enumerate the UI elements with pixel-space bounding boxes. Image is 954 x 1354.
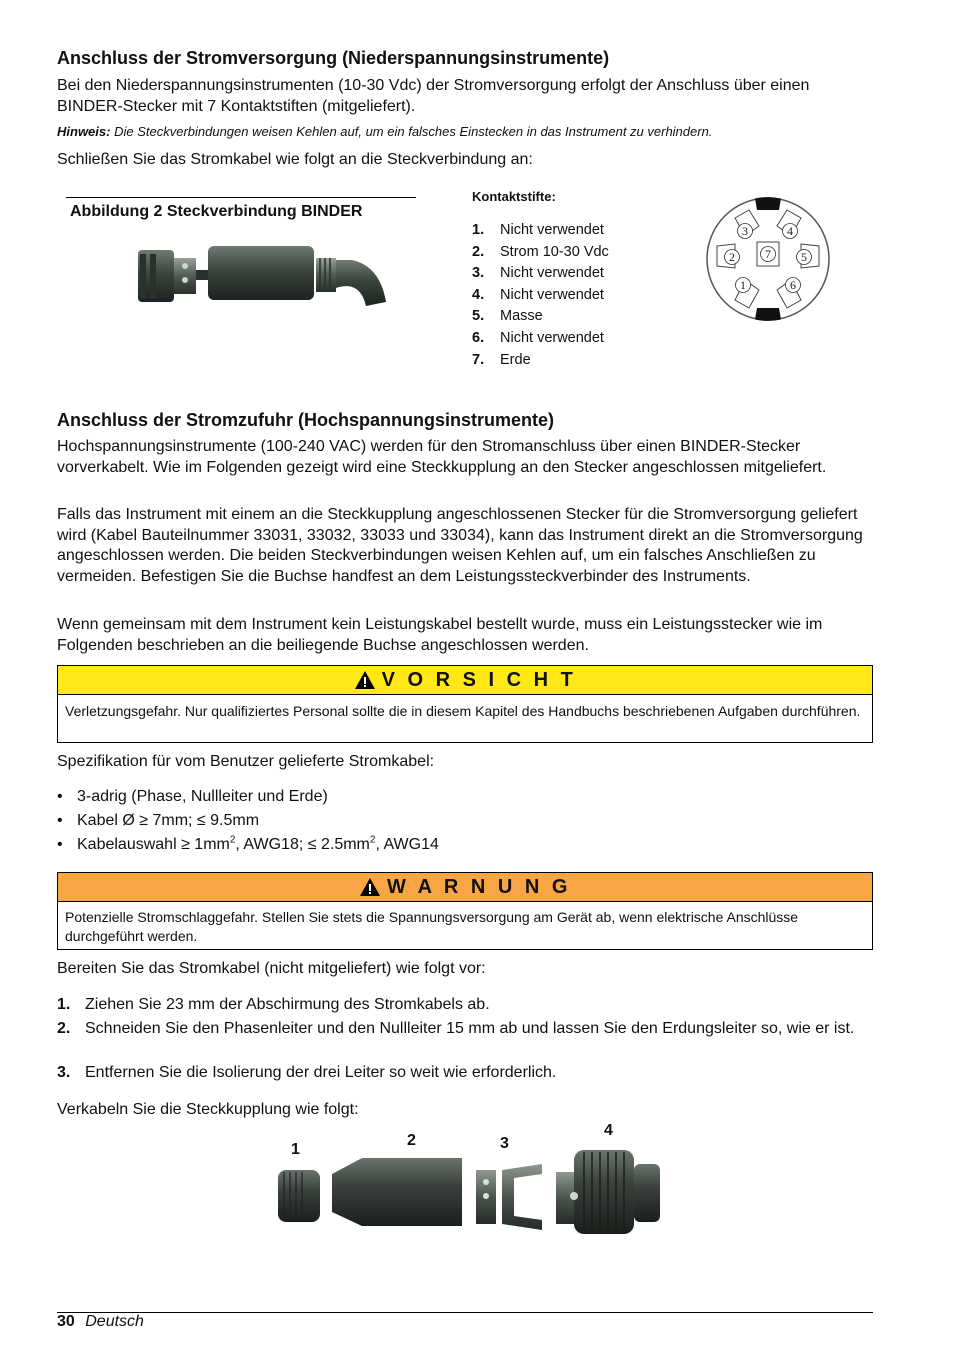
step-number: 3. — [57, 1064, 71, 1081]
figure-rule — [66, 197, 416, 198]
figure-title: Abbildung 2 Steckverbindung BINDER — [70, 203, 363, 220]
pin-label: Nicht verwendet — [500, 222, 604, 238]
section-heading-high-voltage: Anschluss der Stromzufuhr (Hochspannungsinstrumente) — [57, 410, 555, 430]
part-callout: 2 — [407, 1132, 416, 1149]
warning-triangle-icon — [359, 877, 381, 897]
pin-diagram-label: 3 — [742, 224, 748, 238]
wiring-intro: Verkabeln Sie die Steckkupplung wie folgt: — [57, 1101, 359, 1118]
warning-triangle-icon — [354, 670, 376, 690]
paragraph-high-voltage-no-cable: Wenn gemeinsam mit dem Instrument kein Leistungskabel bestellt wurde, muss ein Leistungsstecker wie im Folgenden beschrieben an die beiliegende Buchse angeschlossen werden. — [57, 616, 823, 654]
pin-number: 5. — [472, 308, 485, 324]
warning-header — [58, 873, 872, 902]
page-number: 30 — [57, 1313, 75, 1330]
prep-intro: Bereiten Sie das Stromkabel (nicht mitgeliefert) wie folgt vor: — [57, 960, 486, 977]
coupling-parts-image — [270, 1140, 670, 1240]
pin-diagram-label: 4 — [787, 224, 793, 238]
pin-diagram-label: 5 — [801, 250, 807, 264]
footer — [57, 1313, 144, 1331]
bullet-marker: • — [57, 788, 63, 805]
paragraph-high-voltage-intro: Hochspannungsinstrumente (100-240 VAC) werden für den Stromanschluss über einen BINDER-Stecker vorverkabelt. Wie im Folgenden gezeigt wird eine Steckkupplung an den Stecker angeschlossen mitgeliefert. — [57, 438, 827, 476]
paragraph-connect-instructions: Schließen Sie das Stromkabel wie folgt an die Steckverbindung an: — [57, 151, 533, 168]
warning-box — [57, 872, 873, 950]
spec-item-text: Kabelauswahl ≥ $1mm^2$, AWG18; ≤ $2.5mm^2$, AWG14 — [77, 834, 439, 853]
pin-diagram-label: 2 — [729, 250, 735, 264]
pin-label: Nicht verwendet — [500, 287, 604, 303]
note-label: Hinweis: — [57, 124, 111, 139]
binder-connector-image — [130, 236, 390, 314]
step-text: Ziehen Sie 23 mm der Abschirmung des Stromkabels ab. — [85, 996, 490, 1013]
pin-number: 1. — [472, 222, 485, 238]
part-callout: 4 — [604, 1122, 613, 1139]
pin-number: 6. — [472, 330, 485, 346]
spec-item-text: Kabel Ø ≥ 7mm; ≤ 9.5mm — [77, 812, 260, 829]
bullet-marker: • — [57, 836, 63, 853]
pins-title: Kontaktstifte: — [472, 189, 556, 204]
bullet-marker: • — [57, 812, 63, 829]
pin-label: Nicht verwendet — [500, 330, 604, 346]
step-text: Entfernen Sie die Isolierung der drei Leiter so weit wie erforderlich. — [85, 1064, 557, 1081]
pin-number: 7. — [472, 352, 485, 368]
spec-item-text: 3-adrig (Phase, Nullleiter und Erde) — [77, 788, 328, 805]
paragraph-high-voltage-details: Falls das Instrument mit einem an die Steckkupplung angeschlossenen Stecker für die Stromversorgung geliefert wird (Kabel Bauteilnummer 33031, 33032, 33033 und 33034), kann das Instrument direkt an die Stromversorgung angeschlossen werden. Die beiden Steckverbindungen weisen Kehlen auf, um ein falsches Anschließen zu vermeiden. Befestigen Sie die Buchse handfest an dem Leistungssteckverbinder des Instruments. — [57, 506, 863, 585]
pin-label: Masse — [500, 308, 543, 324]
pin-label: Strom 10-30 Vdc — [500, 244, 609, 260]
pin-number: 4. — [472, 287, 485, 303]
warning-text: Potenzielle Stromschlaggefahr. Stellen Sie stets die Spannungsversorgung am Gerät ab, wenn elektrische Anschlüsse durchgeführt werden. — [65, 909, 799, 944]
note-text: Die Steckverbindungen weisen Kehlen auf, um ein falsches Einstecken in das Instrument zu verhindern. — [110, 124, 713, 139]
pin-diagram-label: 1 — [740, 278, 746, 292]
paragraph-low-voltage-intro: Bei den Niederspannungsinstrumenten (10-30 Vdc) der Stromversorgung erfolgt der Anschluss über einen BINDER-Stecker mit 7 Kontaktstiften (mitgeliefert). — [57, 77, 810, 115]
part-callout: 3 — [500, 1135, 509, 1152]
pin-label: Nicht verwendet — [500, 265, 604, 281]
pin-diagram-label: 6 — [790, 278, 796, 292]
caution-text: Verletzungsgefahr. Nur qualifiziertes Personal sollte die in diesem Kapitel des Handbuchs beschriebenen Aufgaben durchführen. — [65, 703, 861, 719]
warning-title: W A R N U N G — [386, 875, 571, 898]
footer-language: Deutsch — [85, 1313, 144, 1330]
step-number: 2. — [57, 1020, 71, 1037]
pin-number: 2. — [472, 244, 485, 260]
pin-diagram-label: 7 — [765, 247, 771, 261]
part-callout: 1 — [291, 1141, 300, 1158]
pin-label: Erde — [500, 352, 531, 368]
footer-rule — [57, 1312, 873, 1313]
step-text: Schneiden Sie den Phasenleiter und den Nullleiter 15 mm ab und lassen Sie den Erdungsleiter so, wie er ist. — [85, 1020, 855, 1037]
pin-diagram — [705, 196, 831, 322]
caution-header — [58, 666, 872, 695]
spec-intro: Spezifikation für vom Benutzer gelieferte Stromkabel: — [57, 753, 435, 770]
caution-title: V O R S I C H T — [381, 668, 577, 691]
step-number: 1. — [57, 996, 71, 1013]
note — [57, 124, 887, 139]
pin-number: 3. — [472, 265, 485, 281]
section-heading-low-voltage: Anschluss der Stromversorgung (Niederspannungsinstrumente) — [57, 48, 610, 68]
caution-box — [57, 665, 873, 743]
